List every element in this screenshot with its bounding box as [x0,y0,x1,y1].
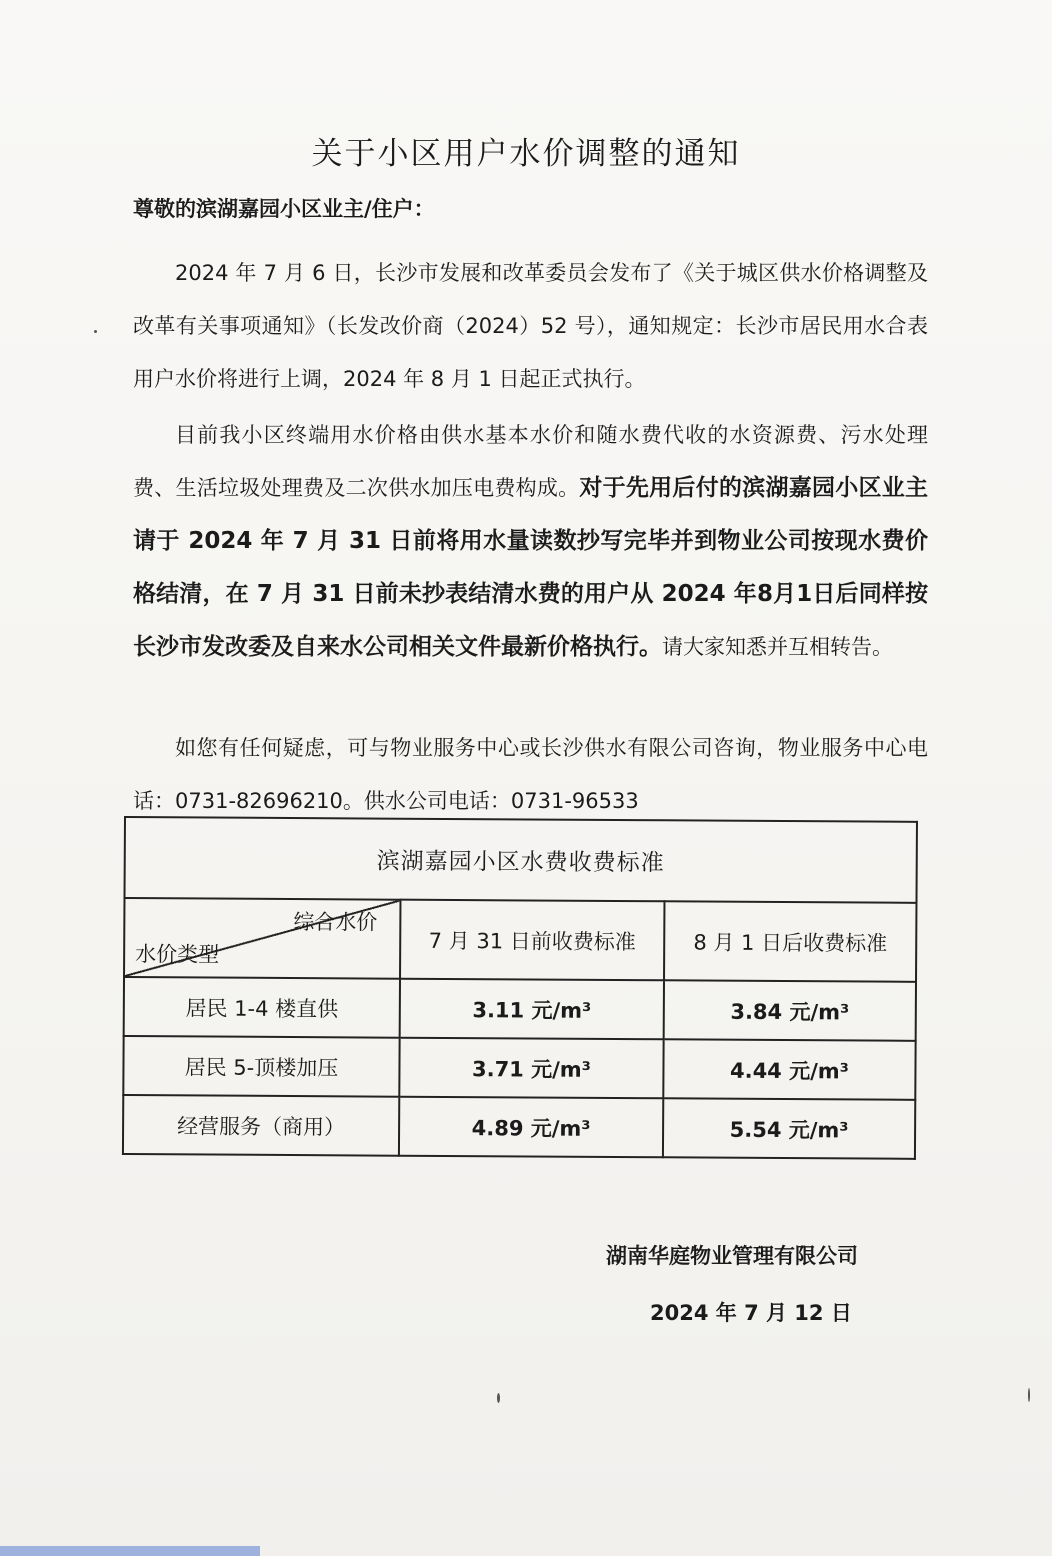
table-caption: 滨湖嘉园小区水费收费标准 [124,817,916,903]
table-header-diagonal [124,898,400,979]
paragraph-contact: 如您有任何疑虑，可与物业服务中心或长沙供水有限公司咨询，物业服务中心电话：0731-82696210。供水公司电话：0731-96533 [133,736,928,813]
header-after: 8 月 1 日后收费标准 [664,901,916,982]
row-type: 居民 5-顶楼加压 [123,1036,399,1097]
notice-title: 关于小区用户水价调整的通知 [311,136,741,172]
scan-speck [1028,1388,1030,1402]
fee-standard-table [122,816,918,1160]
row-price-before: 3.11 元/m³ [400,979,664,1040]
row-type: 居民 1-4 楼直供 [124,977,400,1038]
salutation: 尊敬的滨湖嘉园小区业主/住户： [133,197,435,221]
scan-edge-strip [0,1546,260,1556]
paragraph-announcement: 2024 年 7 月 6 日，长沙市发展和改革委员会发布了《关于城区供水价格调整及改革有关事项通知》（长发改价商（2024）52 号），通知规定：长沙市居民用水合表用户水价将进行上调，2024 年 8 月 1 日起正式执行。 [133,261,928,391]
issuer-company: 湖南华庭物业管理有限公司 [606,1244,858,1268]
row-price-before: 3.71 元/m³ [399,1038,663,1099]
header-diag-bottom: 水价类型 [135,942,220,967]
row-price-before: 4.89 元/m³ [399,1097,663,1158]
header-diag-top: 综合水价 [293,910,378,935]
table-row [124,977,916,1041]
paragraph-billing-bold: 对于先用后付的滨湖嘉园小区业主请于 2024 年 7 月 31 日前将用水量读数抄写完毕并到物业公司按现水费价格结清，在 7 月 31 日前未抄表结清水费的用户从 2024 年8月1日后同样按长沙市发改委及自来水公司相关文件最新价格执行。 [133,475,929,660]
row-price-after: 5.54 元/m³ [663,1098,915,1159]
table-row [123,1095,915,1159]
scan-speck [94,330,97,333]
row-type: 经营服务（商用） [123,1095,399,1156]
paragraph-billing [133,409,928,674]
table-row [123,1036,915,1100]
paragraph-billing-tail: 请大家知悉并互相转告。 [662,635,893,659]
paragraph-billing-normal: 目前我小区终端用水价格由供水基本水价和随水费代收的水资源费、污水处理费、生活垃圾处理费及二次供水加压电费构成。 [133,423,928,500]
issue-date: 2024 年 7 月 12 日 [650,1301,852,1325]
header-before: 7 月 31 日前收费标准 [400,900,664,981]
row-price-after: 3.84 元/m³ [664,980,916,1041]
scan-speck [497,1393,500,1403]
row-price-after: 4.44 元/m³ [663,1039,915,1100]
